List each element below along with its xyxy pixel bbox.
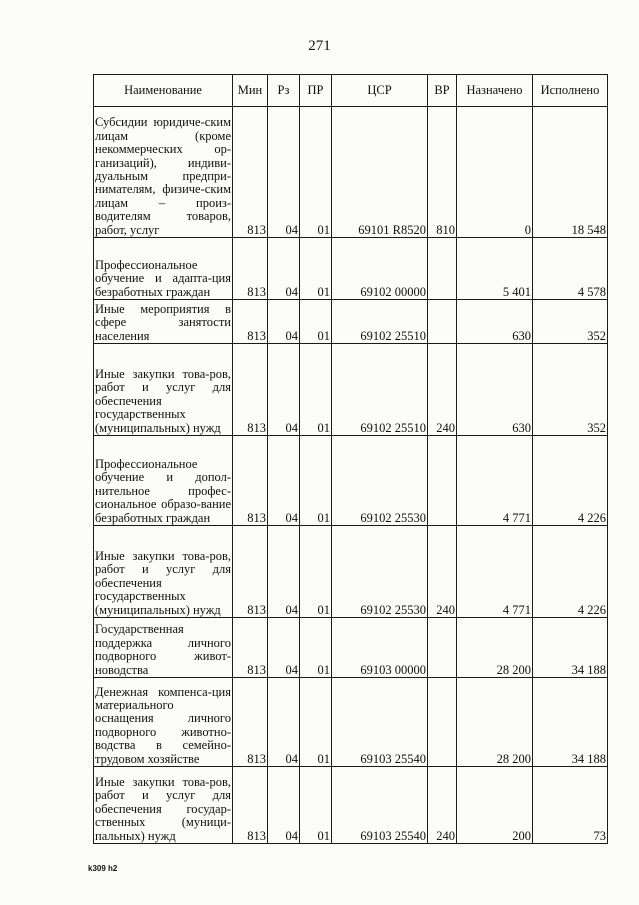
row-name: Иные закупки това-ров, работ и услуг для обеспечения государ-ственных (муници-пальных) нужд [95,774,231,843]
row-name: Государственная поддержка личного подворного живот-новодства [95,622,231,677]
budget-table [93,74,608,844]
row-vr [428,238,457,300]
table-row [94,300,608,344]
header-executed: Исполнено [533,75,608,107]
row-pr: 01 [300,678,332,767]
row-min: 813 [233,300,268,344]
row-csr: 69102 25530 [332,436,428,526]
header-rz: Рз [268,75,300,107]
row-pr: 01 [300,107,332,238]
row-rz: 04 [268,300,300,344]
header-vr: ВР [428,75,457,107]
table-row [94,344,608,436]
table-header-row [94,75,608,107]
row-rz: 04 [268,238,300,300]
row-min: 813 [233,238,268,300]
row-name: Профессиональное обучение и адапта-ция безработных граждан [95,257,231,299]
row-rz: 04 [268,526,300,618]
row-csr: 69102 25530 [332,526,428,618]
row-pr: 01 [300,526,332,618]
row-executed: 73 [533,767,608,844]
row-name-cell [94,678,233,767]
row-executed: 352 [533,300,608,344]
table-row [94,526,608,618]
header-min: Мин [233,75,268,107]
table-row [94,618,608,678]
row-name: Иные мероприятия в сфере занятости населения [95,301,231,343]
table-row [94,436,608,526]
row-vr [428,300,457,344]
row-csr: 69103 25540 [332,767,428,844]
row-name: Профессиональное обучение и допол-нительное профес-сиональное образо-вание безработных граждан [95,456,231,525]
header-pr: ПР [300,75,332,107]
row-pr: 01 [300,300,332,344]
row-name-cell [94,767,233,844]
row-csr: 69103 00000 [332,618,428,678]
row-name-cell [94,238,233,300]
row-pr: 01 [300,436,332,526]
row-vr: 240 [428,767,457,844]
row-executed: 4 578 [533,238,608,300]
row-assigned: 630 [457,344,533,436]
header-assigned: Назначено [457,75,533,107]
row-pr: 01 [300,767,332,844]
row-executed: 34 188 [533,678,608,767]
row-csr: 69101 R8520 [332,107,428,238]
row-pr: 01 [300,618,332,678]
row-rz: 04 [268,344,300,436]
row-executed: 34 188 [533,618,608,678]
row-name: Иные закупки това-ров, работ и услуг для обеспечения государственных (муниципальных) нужд [95,366,231,435]
row-csr: 69102 25510 [332,344,428,436]
footer-code: k309 h2 [88,864,118,873]
row-rz: 04 [268,436,300,526]
row-assigned: 630 [457,300,533,344]
row-rz: 04 [268,618,300,678]
row-assigned: 4 771 [457,526,533,618]
row-vr: 810 [428,107,457,238]
row-name-cell [94,300,233,344]
row-name: Иные закупки това-ров, работ и услуг для обеспечения государственных (муниципальных) нужд [95,548,231,617]
header-csr: ЦСР [332,75,428,107]
table-row [94,238,608,300]
row-vr [428,618,457,678]
row-name: Субсидии юридиче-ским лицам (кроме некоммерческих ор-ганизаций), индиви-дуальным предпри-нимателям, физиче-ским лицам – произ-водителям товаров, работ, услуг [95,115,231,237]
row-vr: 240 [428,344,457,436]
row-pr: 01 [300,238,332,300]
row-min: 813 [233,526,268,618]
row-min: 813 [233,344,268,436]
row-name-cell [94,436,233,526]
row-assigned: 5 401 [457,238,533,300]
row-rz: 04 [268,678,300,767]
row-assigned: 4 771 [457,436,533,526]
table-row [94,767,608,844]
row-csr: 69102 00000 [332,238,428,300]
row-vr: 240 [428,526,457,618]
row-assigned: 0 [457,107,533,238]
row-csr: 69102 25510 [332,300,428,344]
row-name-cell [94,107,233,238]
row-name-cell [94,344,233,436]
row-assigned: 28 200 [457,678,533,767]
row-name: Денежная компенса-ция материального оснащения личного подворного животно-водства в семейно-трудовом хозяйстве [95,684,231,766]
table-row [94,678,608,767]
row-min: 813 [233,436,268,526]
row-vr [428,436,457,526]
row-assigned: 28 200 [457,618,533,678]
row-min: 813 [233,618,268,678]
row-min: 813 [233,107,268,238]
row-executed: 18 548 [533,107,608,238]
row-min: 813 [233,767,268,844]
row-assigned: 200 [457,767,533,844]
row-name-cell [94,618,233,678]
row-min: 813 [233,678,268,767]
row-executed: 4 226 [533,436,608,526]
row-name-cell [94,526,233,618]
table-row [94,107,608,238]
row-vr [428,678,457,767]
row-rz: 04 [268,107,300,238]
row-executed: 352 [533,344,608,436]
row-csr: 69103 25540 [332,678,428,767]
row-pr: 01 [300,344,332,436]
row-rz: 04 [268,767,300,844]
row-executed: 4 226 [533,526,608,618]
header-name: Наименование [94,75,233,107]
page-number: 271 [308,38,331,54]
